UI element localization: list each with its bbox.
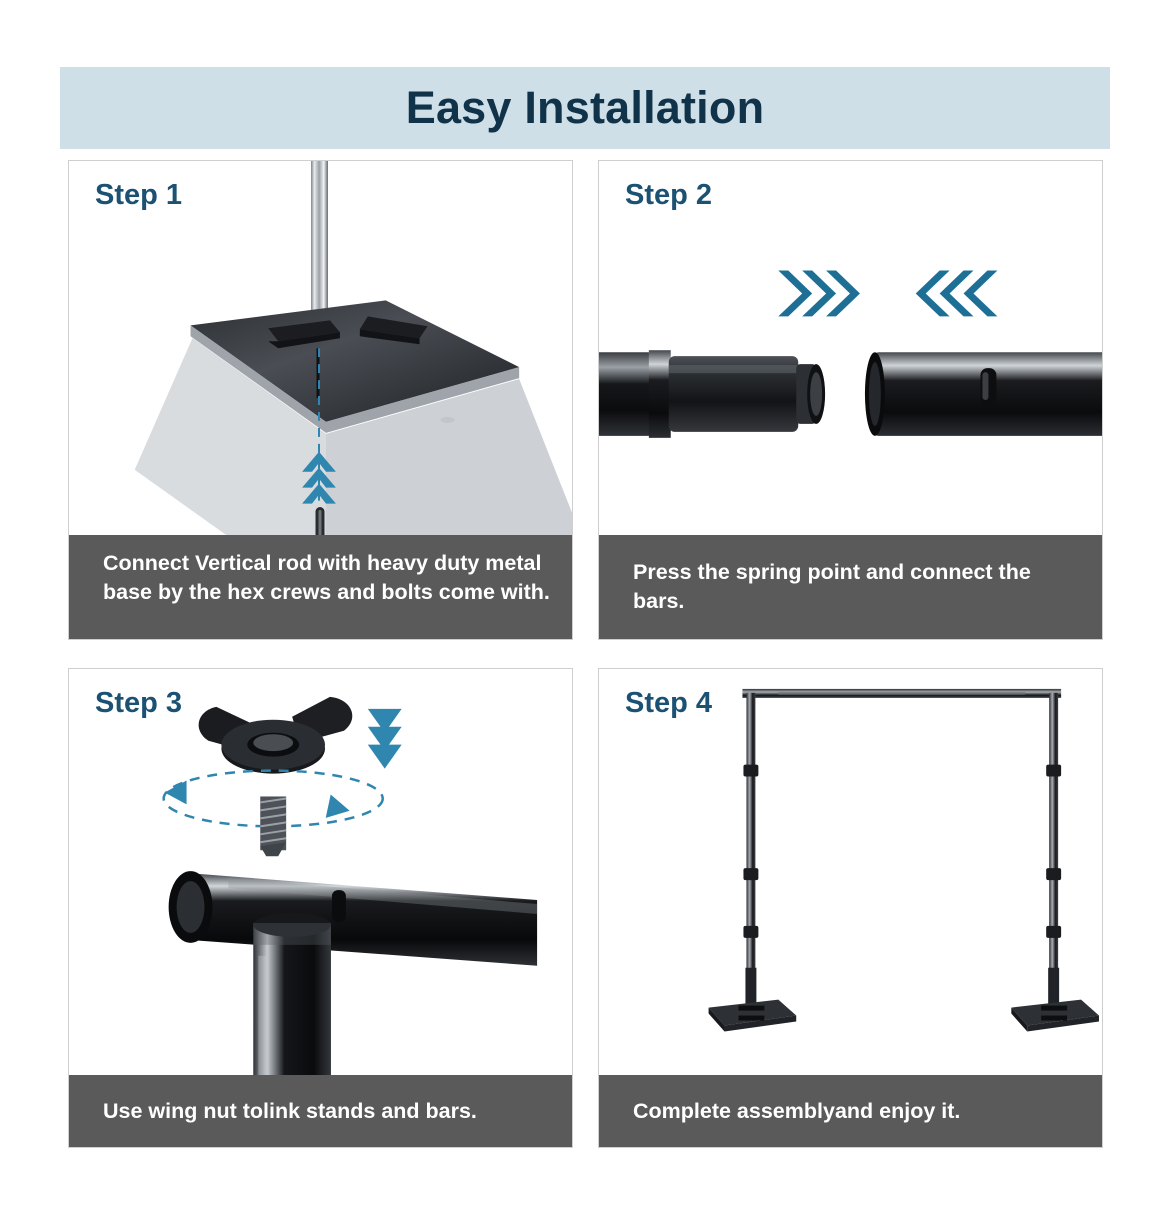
- step-3-label: Step 3: [95, 687, 183, 719]
- step-card-2: [598, 160, 1103, 640]
- header-banner: [60, 67, 1110, 149]
- arrow-left-group: [916, 271, 998, 317]
- step-1-label: Step 1: [95, 179, 183, 211]
- down-arrows: [368, 709, 402, 769]
- wing-nut: [199, 697, 353, 774]
- crossbar: [169, 871, 537, 966]
- step-card-1: [68, 160, 573, 640]
- step-4-label: Step 4: [625, 687, 713, 719]
- step-3-caption: Use wing nut tolink stands and bars.: [69, 1075, 572, 1147]
- step-1-caption: Connect Vertical rod with heavy duty metal base by the hex crews and bolts come with.: [69, 535, 572, 639]
- step-2-label: Step 2: [625, 179, 713, 211]
- step-card-4: [598, 668, 1103, 1148]
- page-title: Easy Installation: [405, 82, 765, 133]
- right-base: [1011, 1000, 1099, 1032]
- left-base: [709, 1000, 797, 1032]
- step-card-3: [68, 668, 573, 1148]
- step-2-caption: Press the spring point and connect the bars.: [599, 535, 1102, 639]
- step-4-caption: Complete assemblyand enjoy it.: [599, 1075, 1102, 1147]
- steps-grid: [68, 160, 1103, 1150]
- arrow-right-group: [778, 271, 860, 317]
